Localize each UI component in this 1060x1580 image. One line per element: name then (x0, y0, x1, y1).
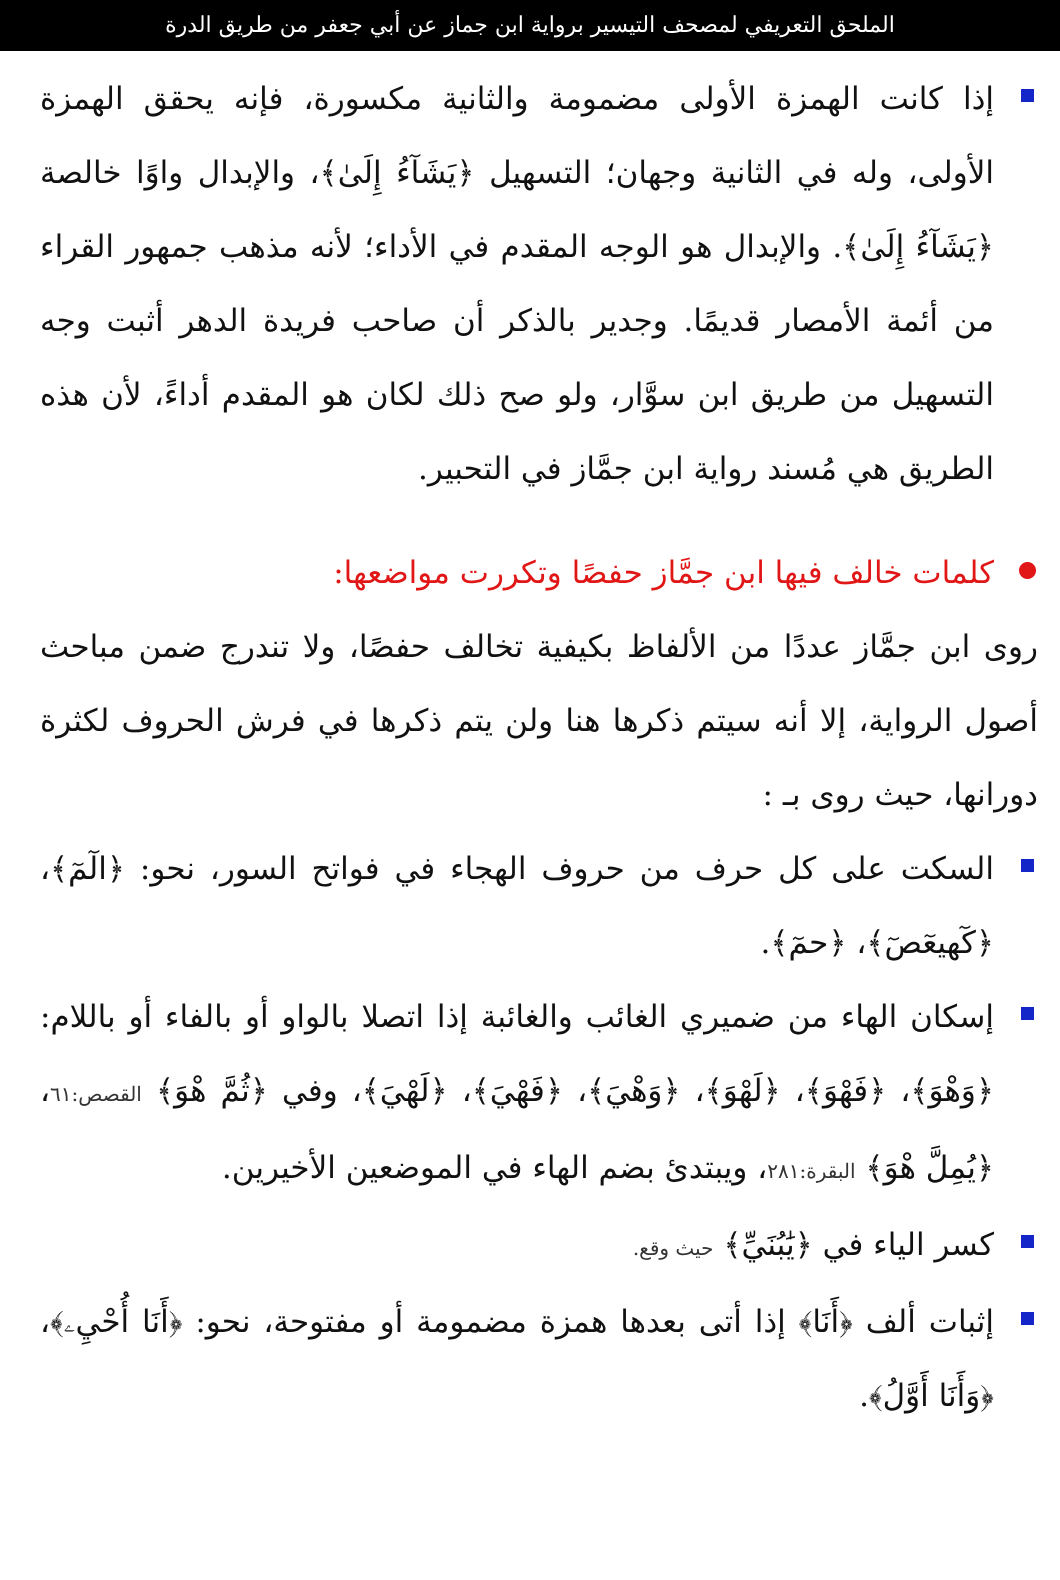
intro-paragraph: روى ابن جمَّاز عددًا من الألفاظ بكيفية تخالف حفصًا، ولا تندرج ضمن مباحث أصول الرواية، إلا أنه سيتم ذكرها هنا ولن يتم ذكرها في فرش الحروف لكثرة دورانها، حيث روى بـ : (40, 629, 1038, 813)
bullet-item-hamza (40, 62, 1038, 506)
page-content (40, 62, 1038, 1433)
bullet-item-kasr (40, 1208, 1038, 1285)
item-text: كسر الياء في ﴿يَٰبُنَيِّ﴾ (723, 1227, 994, 1263)
square-bullet-icon (1021, 1007, 1034, 1020)
square-bullet-icon (1021, 1312, 1034, 1325)
page-header (0, 0, 1060, 51)
verse-reference: البقرة:٢٨١ (767, 1159, 856, 1183)
item-note: حيث وقع. (632, 1236, 714, 1260)
item-text: إثبات ألف ﴿أَنَا﴾ إذا أتى بعدها همزة مضمومة أو مفتوحة، نحو: ﴿أَنَا أُحْيِۦ﴾، ﴿وَأَنَا أَوَّلُ﴾. (40, 1304, 994, 1414)
circle-bullet-icon (1019, 562, 1036, 579)
item-text: السكت على كل حرف من حروف الهجاء في فواتح السور، نحو: ﴿الٓمٓ﴾، ﴿كٓهيعٓصٓ﴾، ﴿حمٓ﴾. (40, 851, 994, 961)
item-text: إذا كانت الهمزة الأولى مضمومة والثانية مكسورة، فإنه يحقق الهمزة الأولى، وله في الثانية وجهان؛ التسهيل ﴿يَشَآءُ إِلَىٰ﴾، والإبدال واوًا خالصة ﴿يَشَآءُ إِلَىٰ﴾. والإبدال هو الوجه المقدم في الأداء؛ لأنه مذهب جمهور القراء من أئمة الأمصار قديمًا. وجدير بالذكر أن صاحب فريدة الدهر أثبت وجه التسهيل من طريق ابن سوَّار، ولو صح ذلك لكان هو المقدم أداءً، لأن هذه الطريق هي مُسند رواية ابن جمَّاز في التحبير. (40, 81, 994, 487)
verse-reference: القصص:٦١ (50, 1082, 142, 1106)
square-bullet-icon (1021, 859, 1034, 872)
heading-text: كلمات خالف فيها ابن جمَّاز حفصًا وتكررت مواضعها: (333, 555, 994, 591)
bullet-item-ithbat (40, 1285, 1038, 1433)
section-heading (40, 536, 1038, 610)
square-bullet-icon (1021, 89, 1034, 102)
bullet-item-iskan (40, 980, 1038, 1208)
bullet-item-sakt (40, 832, 1038, 980)
square-bullet-icon (1021, 1235, 1034, 1248)
spacer (40, 506, 1038, 530)
item-text: إسكان الهاء من ضميري الغائب والغائبة إذا اتصلا بالواو أو بالفاء أو باللام: ﴿وَهْوَ﴾، ﴿فَهْوَ﴾، ﴿لَهْوَ﴾، ﴿وَهْيَ﴾، ﴿فَهْيَ﴾، ﴿لَهْيَ﴾، وفي ﴿ثُمَّ هْوَ﴾ (40, 999, 994, 1109)
item-text: ، ﴿يُمِلَّ هْوَ﴾ (40, 1073, 994, 1186)
header-title: الملحق التعريفي لمصحف التيسير برواية ابن جماز عن أبي جعفر من طريق الدرة (165, 13, 895, 38)
item-text: ، ويبتدئ بضم الهاء في الموضعين الأخيرين. (221, 1150, 768, 1186)
